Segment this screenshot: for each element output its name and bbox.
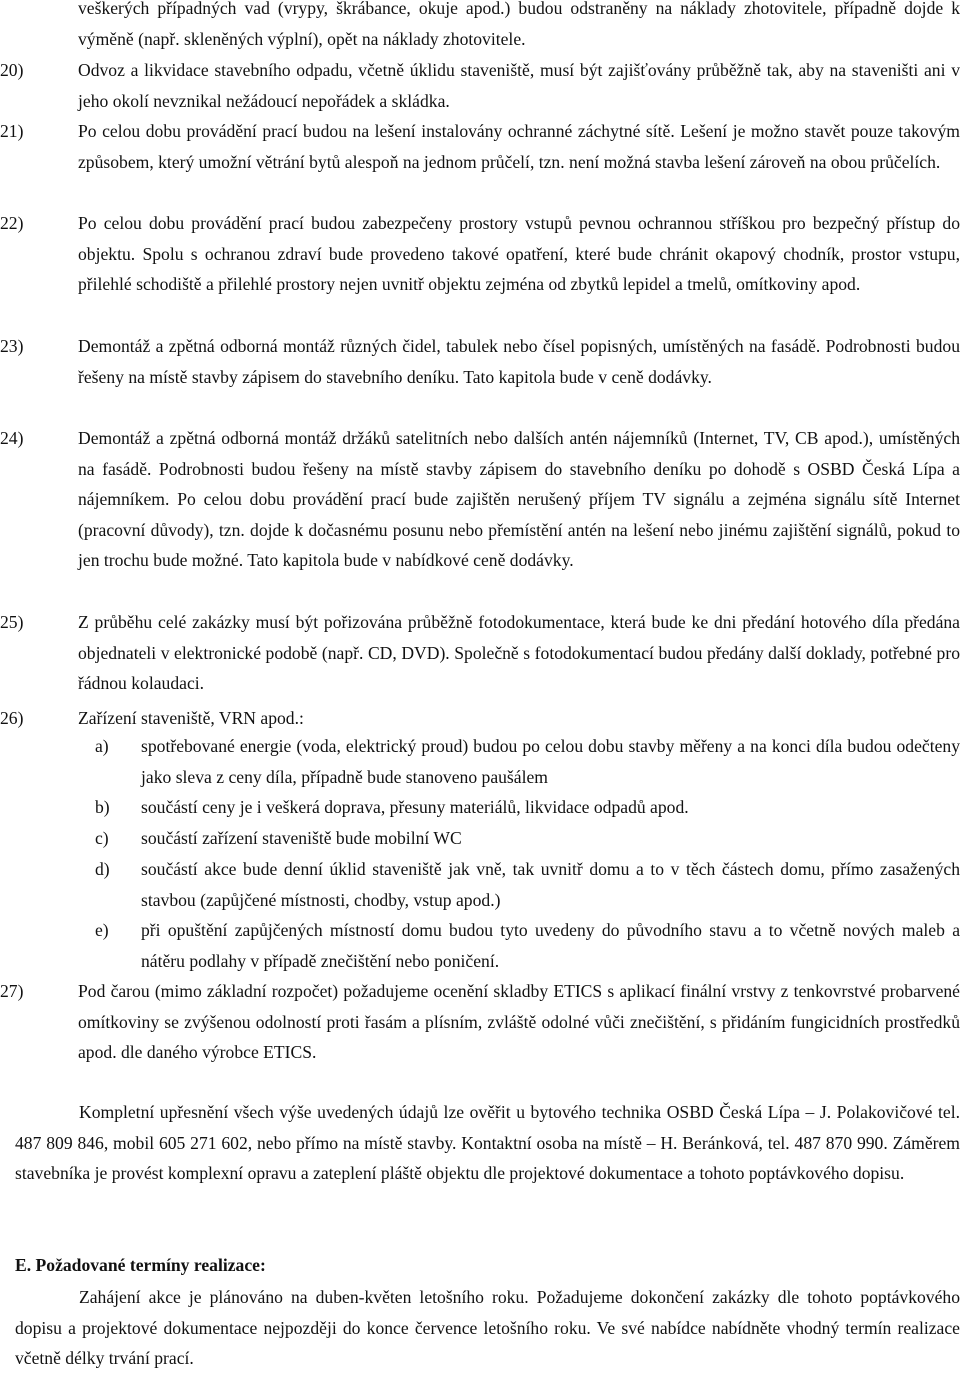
item-text: Zařízení staveniště, VRN apod.: — [78, 708, 304, 728]
section-heading: E. Požadované termíny realizace: — [15, 1255, 266, 1275]
sub-item-letter: b) — [95, 797, 110, 817]
item-text: Z průběhu celé zakázky musí být pořizována průběžně fotodokumentace, která bude ke dni předání hotového díla předána objednateli v elektronické podobě (např. CD, DVD). Společně s fotodokumentací budou předány další doklady, potřebné pro řádnou kolaudaci. — [78, 612, 960, 694]
sub-item-text: spotřebované energie (voda, elektrický proud) budou po celou dobu stavby měřeny a na konci díla budou odečteny jako sleva z ceny díla, případně bude stanoveno paušálem — [141, 736, 960, 787]
sub-item-letter: d) — [95, 859, 110, 879]
sub-item-letter: e) — [95, 920, 109, 940]
sub-item-text: součástí ceny je i veškerá doprava, přesuny materiálů, likvidace odpadů apod. — [141, 797, 689, 817]
item-number: 27) — [0, 981, 24, 1001]
item-text: Po celou dobu provádění prací budou zabezpečeny prostory vstupů pevnou ochrannou stříškou pro bezpečný přístup do objektu. Spolu s ochranou zdraví bude provedeno takové opatření, které bude chránit okapový chodník, prostor vstupu, přilehlé schodiště a přilehlé prostory nejen uvnitř objektu zejména od zbytků lepidel a tmelů, omítkoviny apod. — [78, 213, 960, 295]
item-number: 25) — [0, 612, 24, 632]
item-number: 26) — [0, 708, 24, 728]
item-number: 24) — [0, 428, 24, 448]
sub-item-text: součástí akce bude denní úklid staveniště jak vně, tak uvnitř domu a to v těch částech domu, přímo zasažených stavbou (zapůjčené místnosti, chodby, vstup apod.) — [141, 859, 960, 910]
continued-text: veškerých případných vad (vrypy, škrábance, okuje apod.) budou odstraněny na náklady zhotovitele, případně dojde k výměně (např. skleněných výplní), opět na náklady zhotovitele. — [78, 0, 960, 49]
item-text: Pod čarou (mimo základní rozpočet) požadujeme ocenění skladby ETICS s aplikací finální vrstvy z tenkovrstvé probarvené omítkoviny se zvýšenou odolností proti řasám a plísním, zvláště odolné vůči znečištění, s přidáním fungicidních prostředků apod. dle daného výrobce ETICS. — [78, 981, 960, 1063]
sub-item-text: součástí zařízení staveniště bude mobilní WC — [141, 828, 462, 848]
item-text: Odvoz a likvidace stavebního odpadu, včetně úklidu staveniště, musí být zajišťovány průběžně tak, aby na staveništi ani v jeho okolí nevznikal nežádoucí nepořádek a skládka. — [78, 60, 960, 111]
item-number: 23) — [0, 336, 24, 356]
item-text: Po celou dobu provádění prací budou na lešení instalovány ochranné záchytné sítě. Lešení je možno stavět pouze takovým způsobem, který umožní větrání bytů alespoň na jednom průčelí, tzn. není možná stavba lešení zároveň na obou průčelích. — [78, 121, 960, 172]
item-number: 22) — [0, 213, 24, 233]
timeline-paragraph: Zahájení akce je plánováno na duben-květen letošního roku. Požadujeme dokončení zakázky dle tohoto poptávkového dopisu a projektové dokumentace nejpozději do konce července letošního roku. Ve své nabídce nabídněte vhodný termín realizace včetně délky trvání prací. — [15, 1287, 960, 1369]
item-number: 21) — [0, 121, 24, 141]
item-text: Demontáž a zpětná odborná montáž držáků satelitních nebo dalších antén nájemníků (Internet, TV, CB apod.), umístěných na fasádě. Podrobnosti budou řešeny na místě stavby zápisem do stavebního deníku po dohodě s OSBD Česká Lípa a nájemníkem. Po celou dobu provádění prací bude zajištěn nerušený příjem TV signálu a zejména signálu sítě Internet (pracovní důvody), tzn. dojde k dočasnému posunu nebo přemístění antén na lešení nebo jinému zajištění signálů, pokud to jen trochu bude možné. Tato kapitola bude v nabídkové ceně dodávky. — [78, 428, 960, 571]
contact-paragraph: Kompletní upřesnění všech výše uvedených údajů lze ověřit u bytového technika OSBD Česká Lípa – J. Polakovičové tel. 487 809 846, mobil 605 271 602, nebo přímo na místě stavby. Kontaktní osoba na místě – H. Beránková, tel. 487 870 990. Záměrem stavebníka je provést komplexní opravu a zateplení pláště objektu dle projektové dokumentace a tohoto poptávkového dopisu. — [15, 1102, 960, 1184]
item-number: 20) — [0, 60, 24, 80]
sub-item-letter: c) — [95, 828, 109, 848]
sub-item-text: při opuštění zapůjčených místností domu budou tyto uvedeny do původního stavu a to včetně nových maleb a nátěru podlahy v případě znečištění nebo poničení. — [141, 920, 960, 971]
sub-item-letter: a) — [95, 736, 109, 756]
item-text: Demontáž a zpětná odborná montáž různých čidel, tabulek nebo čísel popisných, umístěných na fasádě. Podrobnosti budou řešeny na místě stavby zápisem do stavebního deníku. Tato kapitola bude v ceně dodávky. — [78, 336, 960, 387]
